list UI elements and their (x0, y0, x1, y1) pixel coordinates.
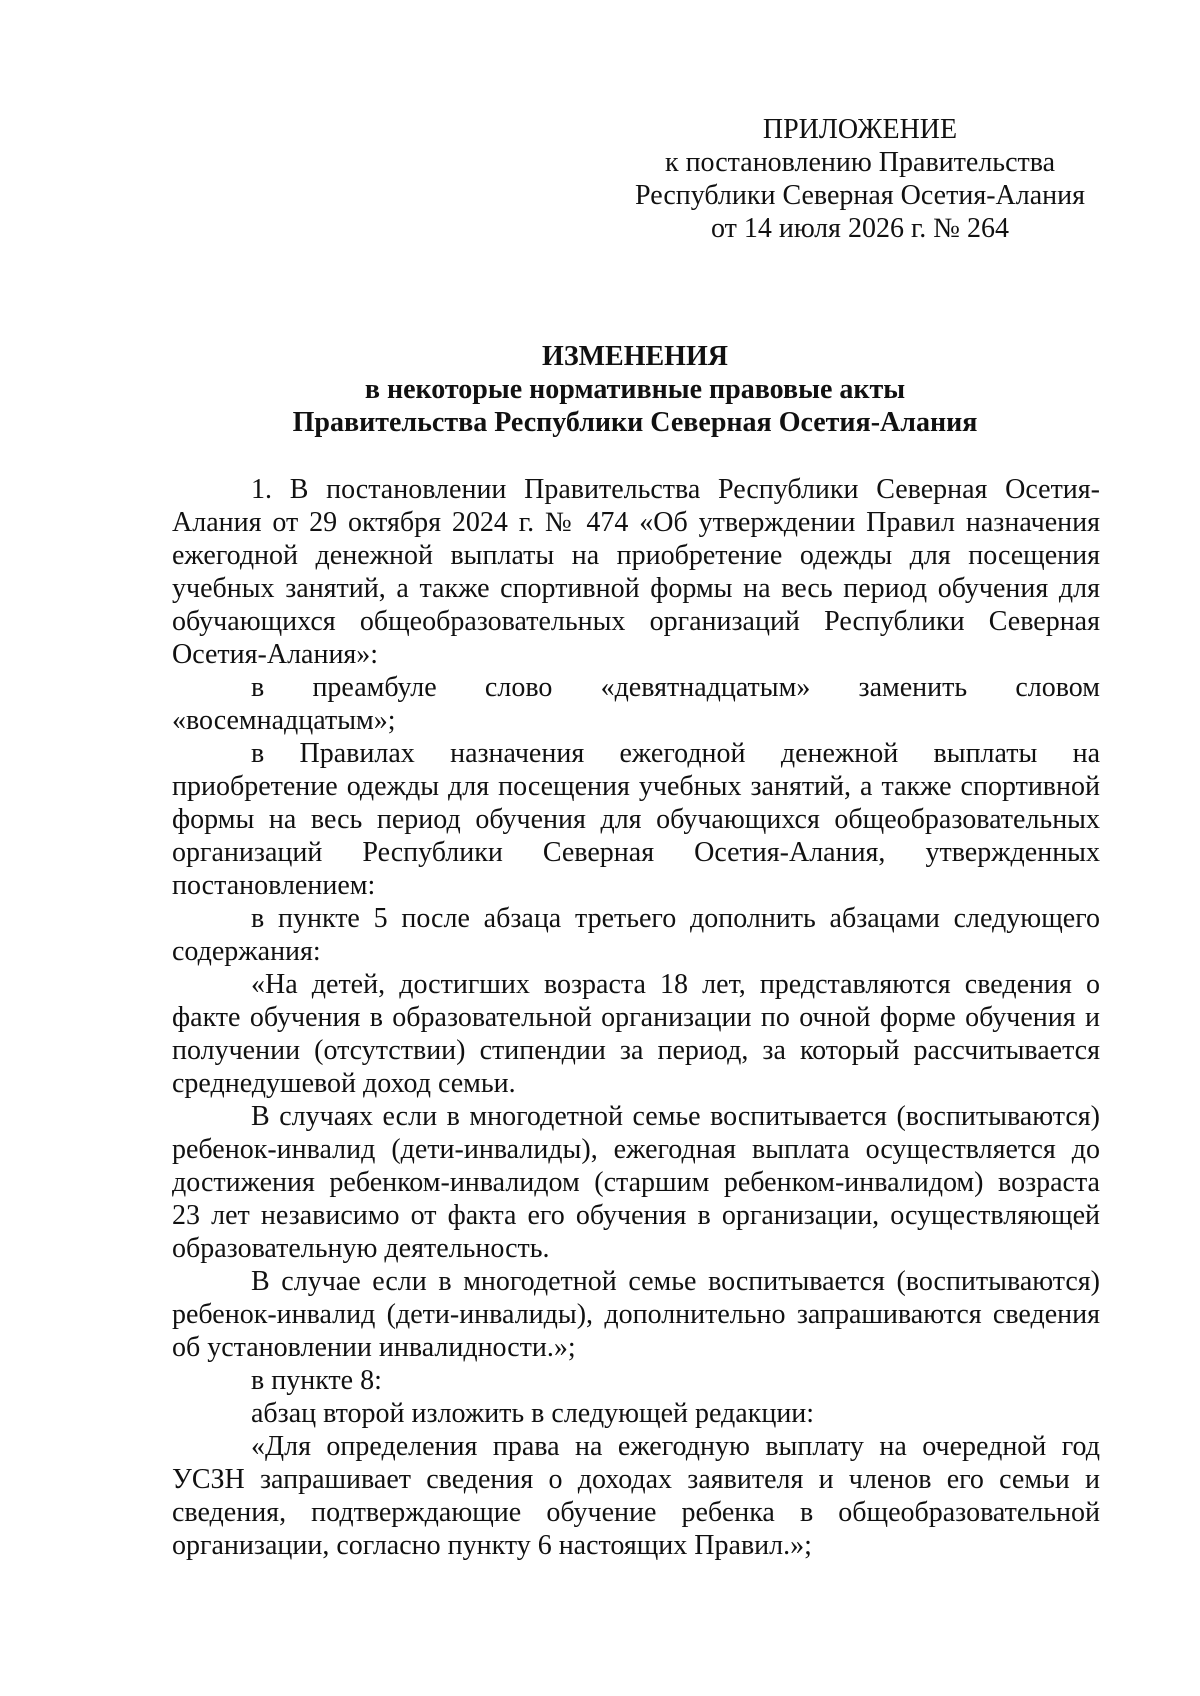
paragraph: В случае если в многодетной семье воспитывается (воспитываются) ребенок-инвалид (дети-инвалиды), дополнительно запрашиваются сведения об установлении инвалидности.»; (172, 1266, 1100, 1363)
paragraph: В случаях если в многодетной семье воспитывается (воспитываются) ребенок-инвалид (дети-инвалиды), ежегодная выплата осуществляется до достижения ребенком-инвалидом (старшим ребенком-инвалидом) возраста 23 лет независимо от факта его обучения в организации, осуществляющей образовательную деятельность. (172, 1101, 1100, 1264)
document-body (172, 473, 1100, 1562)
title-heading: ИЗМЕНЕНИЯ (542, 341, 728, 372)
paragraph: 1. В постановлении Правительства Республики Северная Осетия-Алания от 29 октября 2024 г. № 474 «Об утверждении Правил назначения ежегодной денежной выплаты на приобретение одежды для посещения учебных занятий, а также спортивной формы на весь период обучения для обучающихся общеобразовательных организаций Республики Северная Осетия-Алания»: (172, 474, 1100, 670)
appendix-ref-line: к постановлению Правительства (664, 147, 1056, 178)
document-title (170, 340, 1100, 439)
paragraph: абзац второй изложить в следующей редакции: (251, 1398, 815, 1429)
paragraph: в Правилах назначения ежегодной денежной выплаты на приобретение одежды для посещения учебных занятий, а также спортивной формы на весь период обучения для обучающихся общеобразовательных организаций Республики Северная Осетия-Алания, утвержденных постановлением: (172, 738, 1100, 901)
title-subheading: в некоторые нормативные правовые акты (364, 374, 906, 405)
paragraph: «На детей, достигших возраста 18 лет, представляются сведения о факте обучения в образовательной организации по очной форме обучения и получении (отсутствии) стипендии за период, за который рассчитывается среднедушевой доход семьи. (172, 969, 1100, 1099)
paragraph: «Для определения права на ежегодную выплату на очередной год УСЗН запрашивает сведения о доходах заявителя и членов его семьи и сведения, подтверждающие обучение ребенка в общеобразовательной организации, согласно пункту 6 настоящих Правил.»; (172, 1431, 1100, 1561)
title-subheading: Правительства Республики Северная Осетия-Алания (292, 407, 978, 438)
appendix-date-number: от 14 июля 2026 г. № 264 (711, 213, 1009, 244)
paragraph: в преамбуле слово «девятнадцатым» заменить словом «восемнадцатым»; (172, 672, 1100, 736)
paragraph: в пункте 8: (251, 1365, 382, 1396)
appendix-header (620, 113, 1100, 245)
appendix-ref-line: Республики Северная Осетия-Алания (635, 180, 1085, 211)
paragraph: в пункте 5 после абзаца третьего дополнить абзацами следующего содержания: (172, 903, 1100, 967)
appendix-label: ПРИЛОЖЕНИЕ (762, 114, 958, 145)
